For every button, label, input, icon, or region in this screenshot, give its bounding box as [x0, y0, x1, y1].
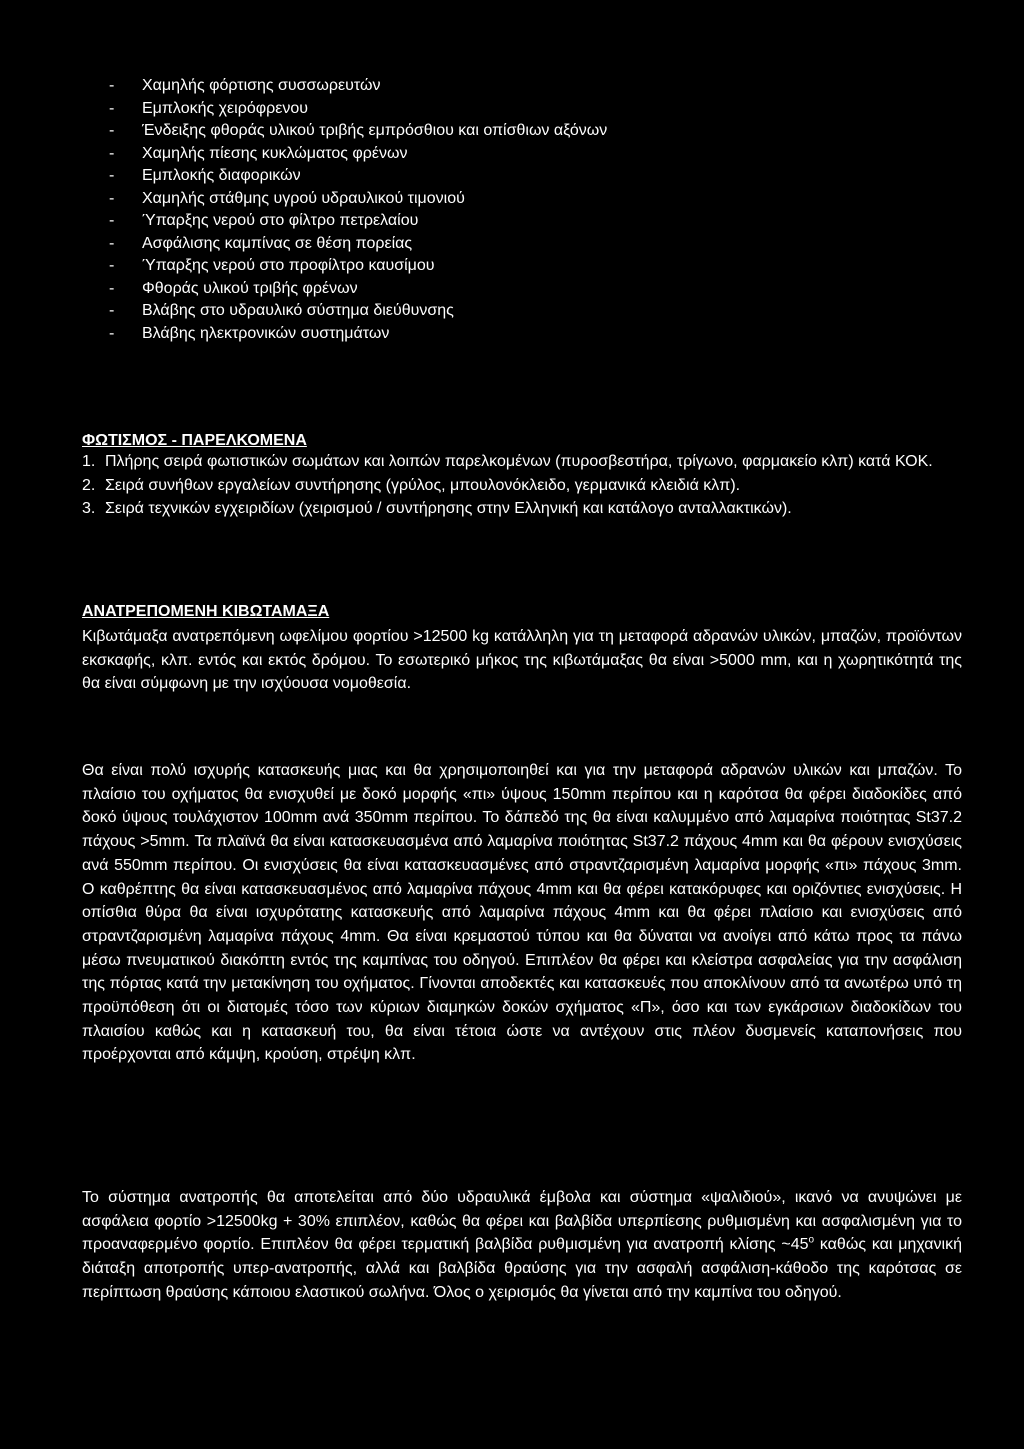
- lighting-section: [82, 432, 962, 521]
- item-number: 2.: [82, 476, 96, 494]
- list-item: [82, 497, 962, 521]
- tipping-system-paragraph: [82, 1186, 962, 1305]
- list-item: - Ύπαρξης νερού στο φίλτρο πετρελαίου: [109, 210, 607, 233]
- lighting-list: [82, 450, 962, 521]
- list-item: - Χαμηλής φόρτισης συσσωρευτών: [109, 75, 607, 98]
- lighting-title: ΦΩΤΙΣΜΟΣ - ΠΑΡΕΛΚΟΜΕΝΑ: [82, 432, 307, 449]
- item-number: 3.: [82, 500, 96, 517]
- list-item: - Ύπαρξης νερού στο προφίλτρο καυσίμου: [109, 255, 607, 278]
- item-text: Σειρά συνήθων εργαλείων συντήρησης (γρύλος, μπουλονόκλειδο, γερμανικά κλειδιά κλπ).: [105, 476, 741, 494]
- degree-mark: o: [808, 1235, 815, 1247]
- system-text-part-2: καθώς και μηχανική διάταξη αποτροπής υπερ-ανατροπής, αλλά και βαλβίδα θραύσης για την ασφαλή ασφάλιση-κάθοδο της καρότσας σε περίπτωση θραύσης κάποιου ελαστικού σωλήνα. Όλος ο χειρισμός θα γίνεται από την καμπίνα του οδηγού.: [82, 1236, 963, 1301]
- list-item: - Βλάβης στο υδραυλικό σύστημα διεύθυνσης: [109, 300, 607, 323]
- list-item: - Εμπλοκής χειρόφρενου: [109, 98, 607, 121]
- dump-body-intro: Κιβωτάμαξα ανατρεπόμενη ωφελίμου φορτίου >12500 kg κατάλληλη για τη μεταφορά αδρανών υλικών, μπαζών, προϊόντων εκσκαφής, κλπ. εντός και εκτός δρόμου. Το εσωτερικό μήκος της κιβωτάμαξας θα είναι >5000 mm, και η χωρητικότητά της θα είναι σύμφωνη με την ισχύουσα νομοθεσία.: [82, 628, 962, 693]
- construction-paragraph-block: [82, 759, 962, 1067]
- item-text: Πλήρης σειρά φωτιστικών σωμάτων και λοιπών παρελκομένων (πυροσβεστήρα, τρίγωνο, φαρμακείο κλπ) κατά ΚΟΚ.: [105, 453, 933, 470]
- list-item: - Φθοράς υλικού τριβής φρένων: [109, 278, 607, 301]
- list-item: [82, 474, 962, 498]
- list-item: [82, 450, 962, 474]
- item-text: Σειρά τεχνικών εγχειριδίων (χειρισμού / συντήρησης στην Ελληνική και κατάλογο ανταλλακτικών).: [105, 500, 792, 517]
- item-number: 1.: [82, 453, 96, 470]
- dump-body-section: [82, 603, 962, 696]
- tipping-system-paragraph-block: [82, 1186, 962, 1305]
- list-item: - Ασφάλισης καμπίνας σε θέση πορείας: [109, 233, 607, 256]
- list-item: - Ένδειξης φθοράς υλικού τριβής εμπρόσθιου και οπίσθιων αξόνων: [109, 120, 607, 143]
- faults-list: [109, 75, 607, 345]
- list-item: - Χαμηλής πίεσης κυκλώματος φρένων: [109, 143, 607, 166]
- list-item: - Χαμηλής στάθμης υγρού υδραυλικού τιμονιού: [109, 188, 607, 211]
- system-text-part-1: Το σύστημα ανατροπής θα αποτελείται από δύο υδραυλικά έμβολα και σύστημα «ψαλιδιού», ικανό να ανυψώνει με ασφάλεια φορτίο >12500kg + 30% επιπλέον, καθώς θα φέρει και βαλβίδα υπερπίεσης ρυθμισμένη και ασφαλισμένη για το προαναφερμένο φορτίο. Επιπλέον θα φέρει τερματική βαλβίδα ρυθμισμένη για ανατροπή κλίσης ~45: [82, 1189, 962, 1254]
- list-item: - Βλάβης ηλεκτρονικών συστημάτων: [109, 323, 607, 346]
- construction-paragraph: Θα είναι πολύ ισχυρής κατασκευής μιας και θα χρησιμοποιηθεί και για την μεταφορά αδρανών υλικών και μπαζών. Το πλαίσιο του οχήματος θα ενισχυθεί με δοκό μορφής «πι» ύψους 150mm περίπου και η καρότσα θα φέρει διαδοκίδες από δοκό ύψους τουλάχιστον 100mm ανά 350mm περίπου. Το δάπεδό της θα είναι καλυμμένο από λαμαρίνα ποιότητας St37.2 πάχους >5mm. Τα πλαϊνά θα είναι κατασκευασμένα από λαμαρίνα ποιότητας St37.2 πάχους 4mm και θα φέρουν ενισχύσεις ανά 550mm περίπου. Οι ενισχύσεις θα είναι κατασκευασμένες από στραντζαρισμένη λαμαρίνα μορφής «πι» πάχους 3mm. Ο καθρέπτης θα είναι κατασκευασμένος από λαμαρίνα πάχους 4mm και θα φέρει κατακόρυφες και οριζόντιες ενισχύσεις. Η οπίσθια θύρα θα είναι ισχυρότατης κατασκευής από λαμαρίνα πάχους 4mm και θα φέρει πλαίσιο και ενισχύσεις από στραντζαρισμένη λαμαρίνα πάχους 4mm. Θα είναι κρεμαστού τύπου και θα δύναται να ανοίγει από κάτω προς τα πάνω μέσω πνευματικού διακόπτη εντός της καμπίνας του οδηγού. Επιπλέον θα φέρει και κλείστρα ασφαλείας για την ασφάλιση της πόρτας κατά την μετακίνηση του οχήματος. Γίνονται αποδεκτές και κατασκευές που αποκλίνουν από τα ανωτέρω υπό τη προϋπόθεση ότι οι διατομές τόσο των κύριων διαμηκών δοκών σχήματος «Π», όσο και των εγκάρσιων διαδοκίδων του πλαισίου καθώς και η κατασκευή του, θα είναι τέτοια ώστε να αντέχουν στις πλέον δυσμενείς καταπονήσεις που προέρχονται από κάμψη, κρούση, στρέψη κλπ.: [82, 762, 962, 1064]
- dump-body-title: ΑΝΑΤΡΕΠΟΜΕΝΗ ΚΙΒΩΤΑΜΑΞΑ: [82, 603, 330, 620]
- list-item: - Εμπλοκής διαφορικών: [109, 165, 607, 188]
